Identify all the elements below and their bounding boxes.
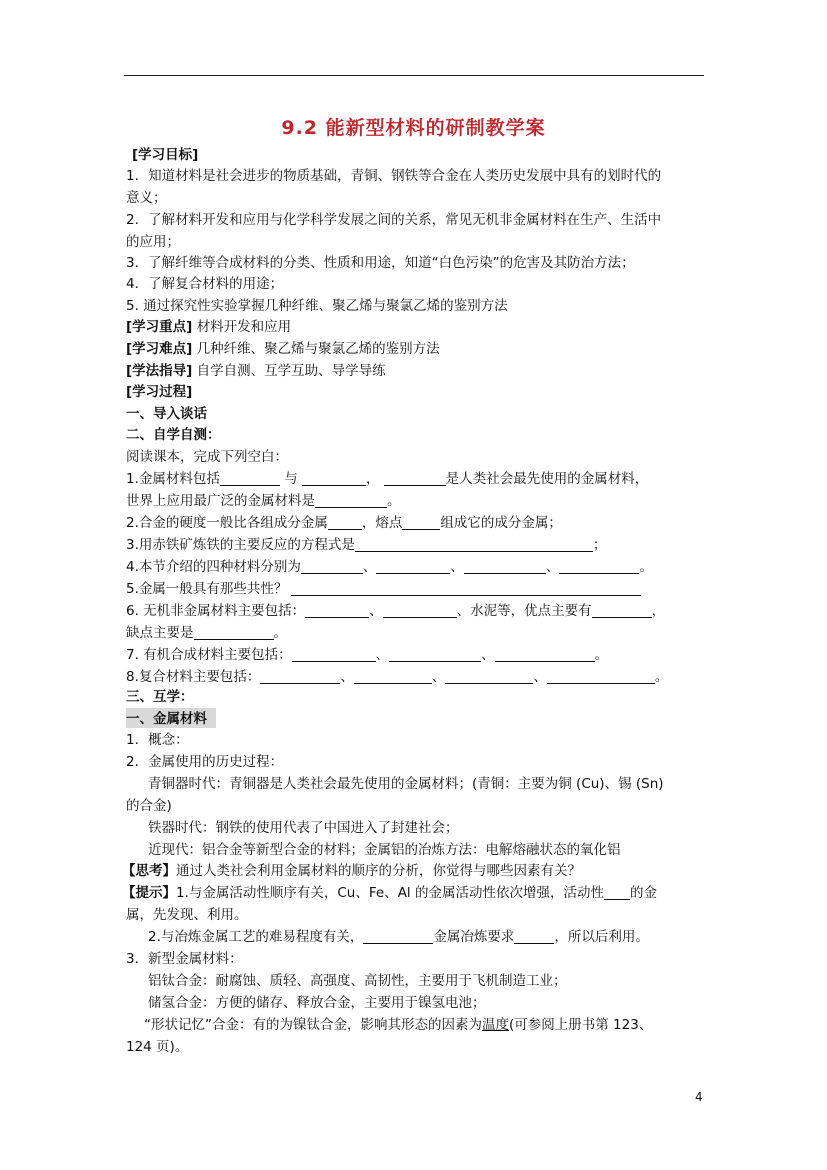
q1-blank-3[interactable] — [384, 471, 446, 486]
q6-text-1: 6. 无机非金属材料主要包括： — [126, 603, 306, 619]
hint-b: 属，先发现、利用。 — [126, 907, 248, 923]
metal-1: 1．概念： — [126, 732, 189, 748]
q7-blank-1[interactable] — [292, 647, 376, 662]
q7-sep-1: 、 — [375, 647, 390, 663]
question-3 — [126, 536, 606, 554]
q8-blank-2[interactable] — [354, 669, 432, 684]
q6-blank-2[interactable] — [383, 603, 457, 618]
hint2-text-2: 金属冶炼要求 — [433, 929, 515, 945]
hint-text-1: 1.与金属活动性顺序有关，Cu、Fe、Al 的金属活动性依次增强，活动性 — [176, 885, 604, 901]
q1-text-1: 1.金属材料包括 — [126, 471, 220, 487]
goal-5: 5. 通过探究性实验掌握几种纤维、聚乙烯与聚氯乙烯的鉴别方法 — [126, 298, 508, 314]
q1b-end: 。 — [387, 493, 401, 509]
q4-sep-3: 、 — [545, 559, 560, 575]
goal-2b: 的应用； — [126, 234, 180, 250]
header-rule — [124, 75, 704, 76]
q4-blank-1[interactable] — [301, 559, 363, 574]
diff-text: 几种纤维、聚乙烯与聚氯乙烯的鉴别方法 — [192, 341, 440, 357]
question-4 — [126, 558, 653, 576]
shape-memory — [144, 1016, 652, 1034]
q4-end: 。 — [639, 559, 653, 575]
q4-sep-2: 、 — [450, 559, 464, 575]
q7-end: 。 — [594, 647, 609, 663]
q8-blank-4[interactable] — [547, 669, 655, 684]
q1b-blank[interactable] — [315, 493, 387, 508]
hint2-blank-1[interactable] — [363, 929, 433, 944]
al-ti-alloy: 铝钛合金：耐腐蚀、质轻、高强度、高韧性，主要用于飞机制造工业； — [148, 973, 567, 989]
q8-end: 。 — [654, 669, 669, 685]
question-1a — [126, 470, 648, 488]
goal-1a: 1．知道材料是社会进步的物质基础，青铜、钢铁等合金在人类历史发展中具有的划时代的 — [126, 168, 662, 184]
question-7 — [126, 646, 608, 664]
q1-text-4: 是人类社会最先使用的金属材料， — [445, 471, 649, 487]
q6-text-3: ， — [651, 603, 666, 619]
think — [122, 862, 581, 880]
q6-text-2: 、水泥等，优点主要有 — [456, 603, 592, 619]
hint2-text-1: 2.与冶炼金属工艺的难易程度有关， — [148, 929, 364, 945]
q8-blank-3[interactable] — [445, 669, 533, 684]
difficulty — [126, 340, 440, 358]
new-materials: 3．新型金属材料： — [126, 951, 243, 967]
question-6b — [126, 624, 287, 642]
section-1: 一、导入谈话 — [126, 406, 207, 422]
goal-3: 3．了解纤维等合成材料的分类、性质和用途，知道“白色污染”的危害及其防治方法； — [126, 255, 635, 271]
modern-age: 近现代：铝合金等新型合金的材料；金属铝的冶炼方法：电解熔融状态的氧化铝 — [148, 842, 621, 858]
key-text: 材料开发和应用 — [192, 319, 292, 335]
bronze-a: 青铜器时代：青铜器是人类社会最先使用的金属材料；(青铜：主要为铜 (Cu)、锡 (Sn) — [148, 776, 664, 792]
q6-blank-1[interactable] — [305, 603, 369, 618]
question-8 — [126, 668, 668, 686]
q7-blank-2[interactable] — [389, 647, 481, 662]
q5-blank[interactable] — [291, 581, 641, 596]
think-text: 通过人类社会利用金属材料的顺序的分析，你觉得与哪些因素有关？ — [176, 863, 581, 879]
shape-text-1: “形状记忆”合金：有的为镍钛合金，影响其形态的因素为 — [144, 1017, 482, 1033]
key-label: [学习重点] — [126, 319, 193, 335]
hint-a — [122, 884, 657, 902]
hint2-text-3: ，所以后利用。 — [554, 929, 649, 945]
section-3: 三、互学： — [126, 689, 194, 705]
q5-text: 5.金属一般具有那些共性？ — [126, 581, 288, 597]
question-1b — [126, 492, 401, 510]
q7-blank-3[interactable] — [495, 647, 595, 662]
goal-heading: [学习目标] — [132, 147, 199, 163]
q4-sep-1: 、 — [362, 559, 377, 575]
q1-blank-1[interactable] — [220, 471, 280, 486]
q3-end: ； — [592, 537, 607, 553]
hint-2 — [148, 928, 649, 946]
q4-blank-2[interactable] — [376, 559, 450, 574]
q1-text-3: ， — [365, 471, 380, 487]
q1b-text: 世界上应用最广泛的金属材料是 — [126, 493, 315, 509]
q8-sep-1: 、 — [340, 669, 354, 685]
diff-label: [学习难点] — [126, 341, 193, 357]
goal-1b: 意义； — [126, 190, 167, 206]
think-label: 【思考】 — [122, 863, 176, 879]
page-number: 4 — [695, 1090, 703, 1104]
goal-4: 4．了解复合材料的用途； — [126, 276, 284, 292]
q1-text-2: 与 — [284, 471, 298, 487]
hint-text-2: 的金 — [629, 885, 657, 901]
metal-2: 2．金属使用的历史过程： — [126, 754, 284, 770]
method — [126, 362, 386, 380]
q4-text: 4.本节介绍的四种材料分别为 — [126, 559, 301, 575]
shape-memory-b: 124 页)。 — [126, 1039, 189, 1055]
method-text: 自学自测、互学互助、导学导练 — [192, 363, 386, 379]
q2-text-1: 2.合金的硬度一般比各组成分金属 — [126, 515, 328, 531]
q8-sep-2: 、 — [431, 669, 446, 685]
q6b-end: 。 — [273, 625, 287, 641]
q8-text: 8.复合材料主要包括： — [126, 669, 261, 685]
q4-blank-4[interactable] — [559, 559, 639, 574]
bronze-b: 的合金) — [126, 798, 172, 814]
hint-label: 【提示】 — [122, 885, 176, 901]
q3-text: 3.用赤铁矿炼铁的主要反应的方程式是 — [126, 537, 355, 553]
q8-sep-3: 、 — [533, 669, 547, 685]
q6b-blank[interactable] — [194, 625, 274, 640]
q7-text: 7. 有机合成材料主要包括： — [126, 647, 292, 663]
method-label: [学法指导] — [126, 363, 193, 379]
q7-sep-2: 、 — [481, 647, 495, 663]
question-6a — [126, 602, 665, 620]
goal-2a: 2．了解材料开发和应用与化学科学发展之间的关系，常见无机非金属材料在生产、生活中 — [126, 212, 662, 228]
shape-underline: 温度 — [482, 1017, 509, 1033]
q2-blank-2[interactable] — [402, 515, 440, 530]
process-heading: [学习过程] — [126, 384, 193, 400]
hint2-blank-2[interactable] — [514, 929, 554, 944]
section-2: 二、自学自测： — [126, 427, 221, 443]
hint-blank-1[interactable] — [604, 885, 630, 900]
metal-heading: 一、金属材料 — [126, 711, 207, 727]
key-point — [126, 318, 291, 336]
page-title: 9.2 能新型材料的研制教学案 — [281, 117, 546, 139]
iron-age: 铁器时代：钢铁的使用代表了中国进入了封建社会； — [148, 820, 459, 836]
question-2 — [126, 514, 562, 532]
q4-blank-3[interactable] — [464, 559, 546, 574]
q1-blank-2[interactable] — [302, 471, 366, 486]
q2-text-3: 组成它的成分金属； — [440, 515, 562, 531]
q8-blank-1[interactable] — [260, 669, 340, 684]
q2-blank-1[interactable] — [328, 515, 362, 530]
q6-blank-3[interactable] — [592, 603, 652, 618]
hydrogen-alloy: 储氢合金：方便的储存、释放合金，主要用于镍氢电池； — [148, 995, 486, 1011]
shape-text-2: (可参阅上册书第 123、 — [509, 1017, 653, 1033]
q3-blank[interactable] — [355, 537, 593, 552]
question-5 — [126, 580, 641, 598]
q6b-text: 缺点主要是 — [126, 625, 194, 641]
q6-sep: 、 — [369, 603, 383, 619]
q2-text-2: ，熔点 — [361, 515, 403, 531]
read-instruction: 阅读课本，完成下列空白： — [126, 449, 288, 465]
